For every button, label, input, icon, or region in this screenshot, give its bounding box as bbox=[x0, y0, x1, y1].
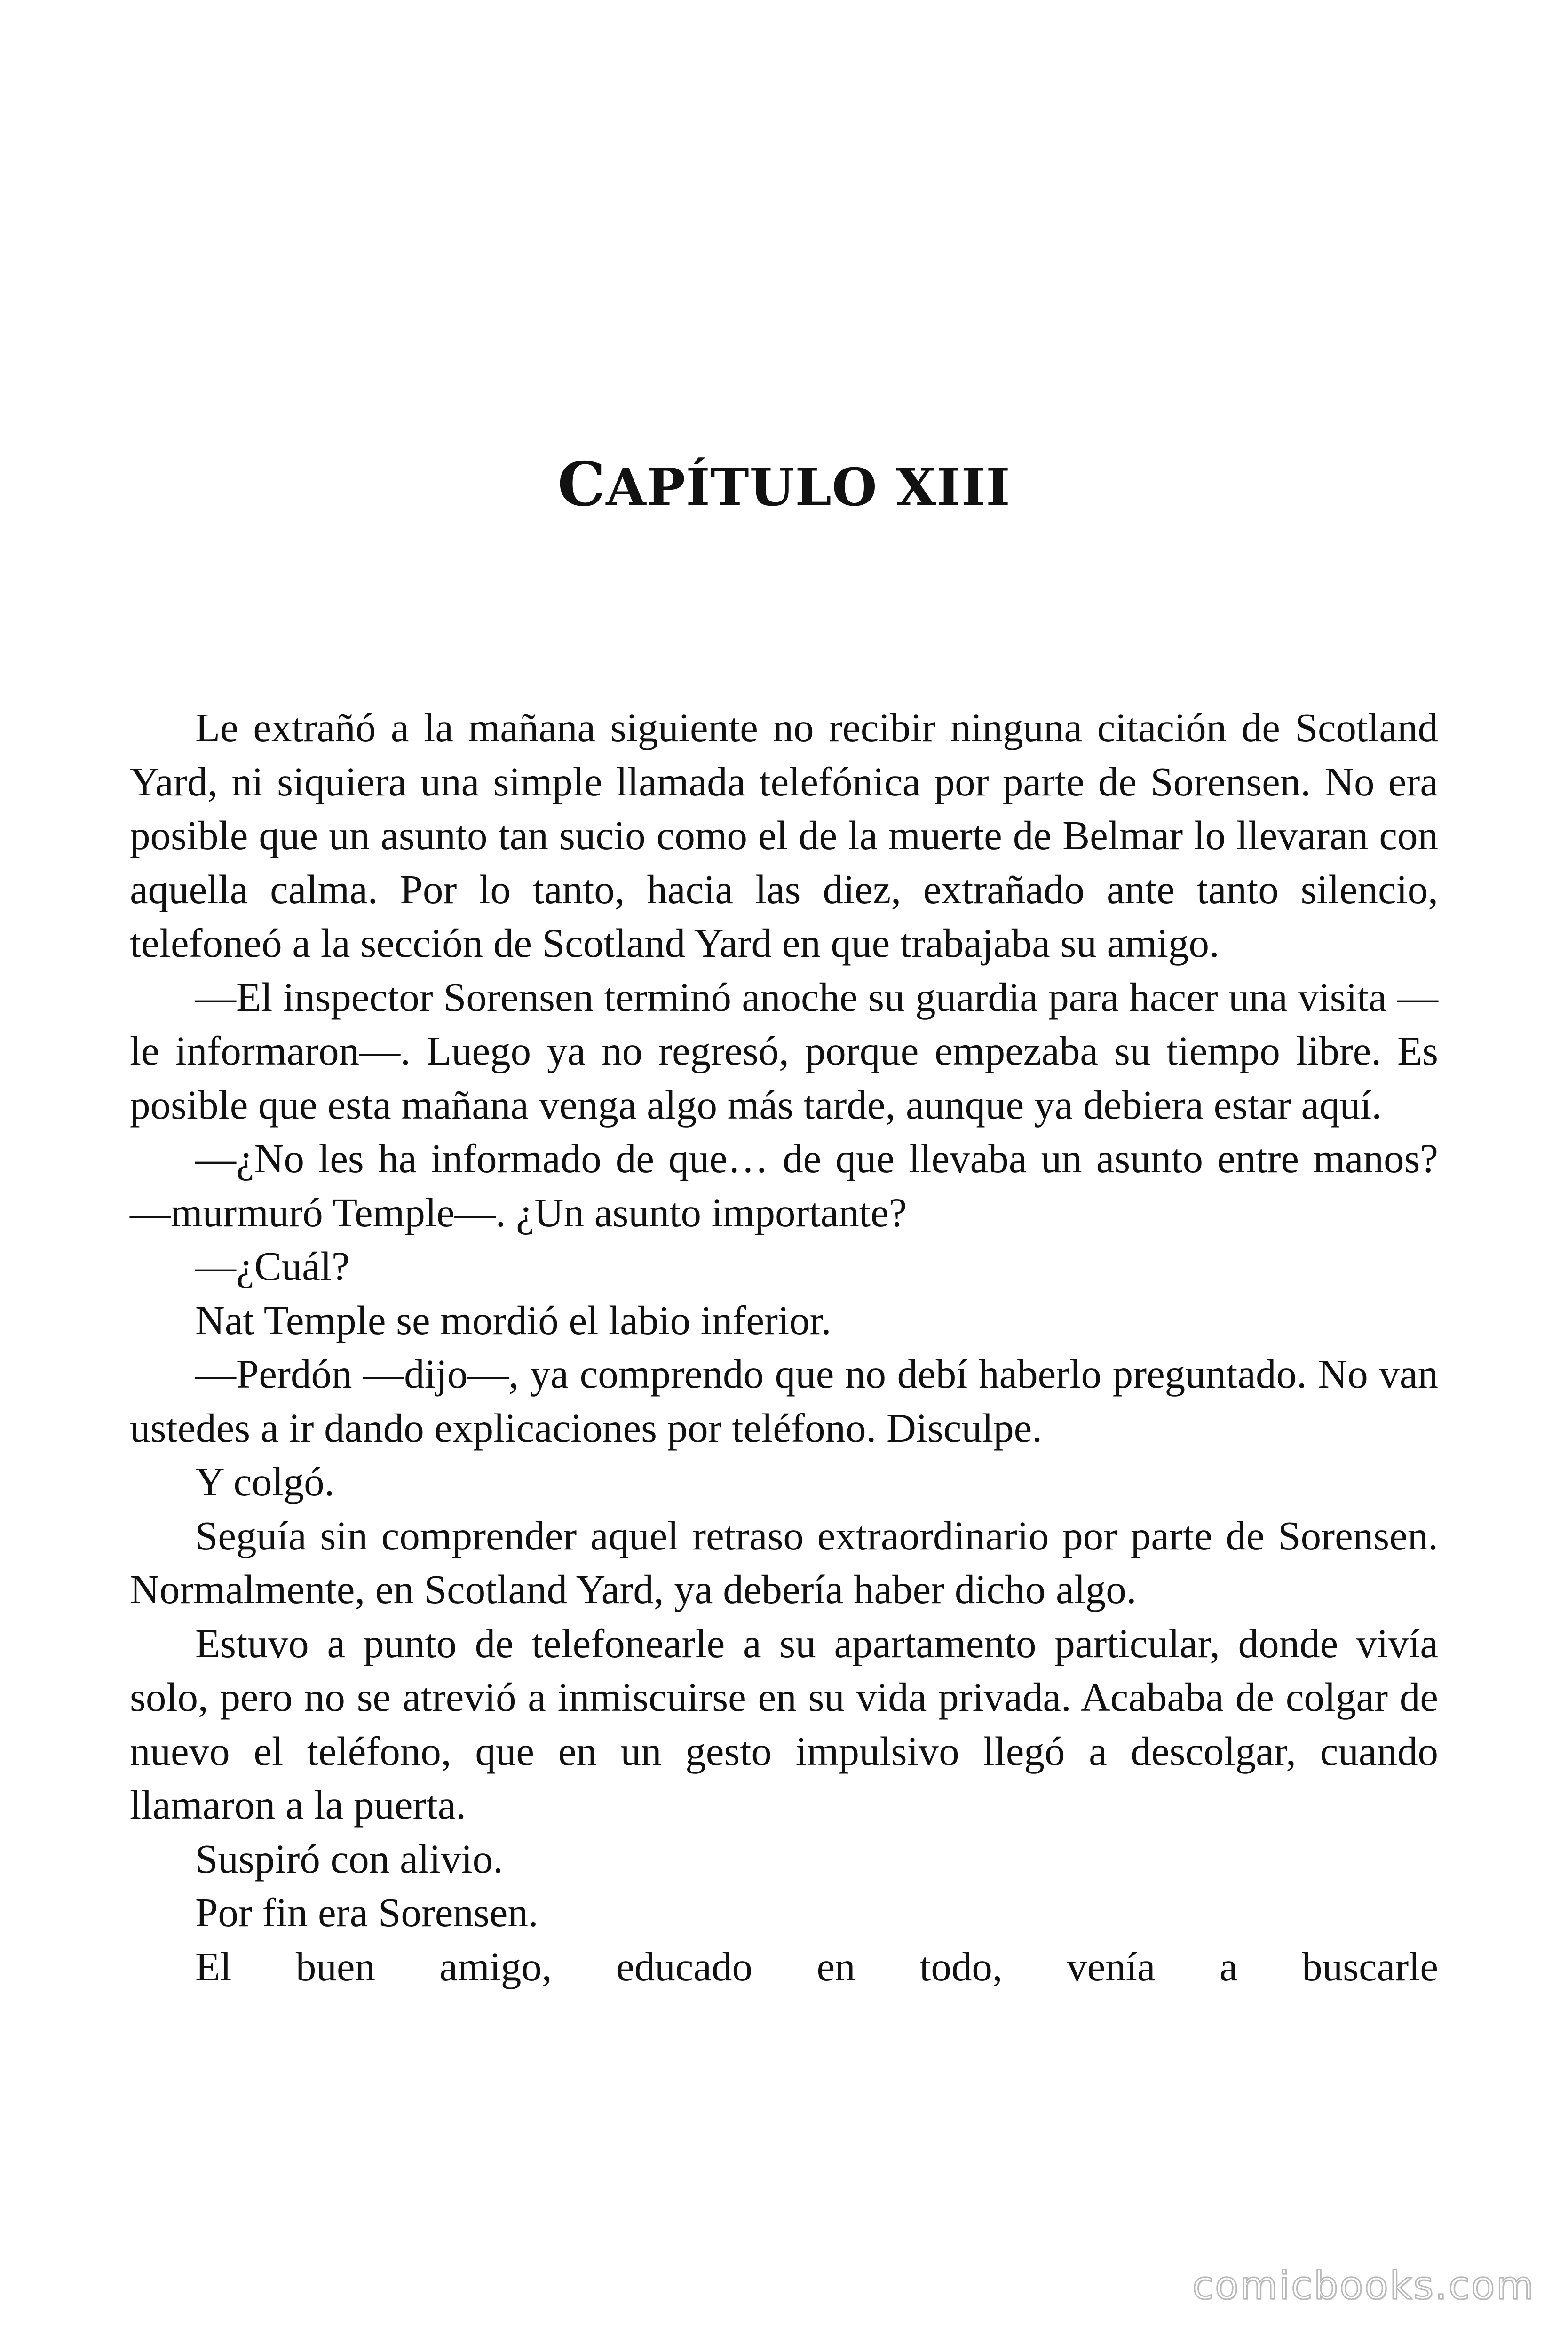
chapter-title-initial: C bbox=[557, 449, 606, 520]
paragraph: —Perdón —dijo—, ya comprendo que no debí haberlo preguntado. No van ustedes a ir dando explicaciones por teléfono. Disculpe. bbox=[130, 1351, 1438, 1451]
watermark-logo: comicbooks.com bbox=[1192, 2264, 1535, 2308]
paragraph: Seguía sin comprender aquel retraso extraordinario por parte de Sorensen. Normalmente, en Scotland Yard, ya debería haber dicho algo. bbox=[130, 1512, 1438, 1612]
paragraph: —El inspector Sorensen terminó anoche su guardia para hacer una visita —le informaron—. Luego ya no regresó, porque empezaba su tiempo libre. Es posible que esta mañana venga algo más tarde, aunque ya debiera estar aquí. bbox=[130, 974, 1438, 1128]
paragraph-continues: El buen amigo, educado en todo, venía a buscarle bbox=[195, 1943, 1438, 1989]
paragraph: —¿No les ha informado de que… de que llevaba un asunto entre manos? —murmuró Temple—. ¿Un asunto importante? bbox=[130, 1136, 1438, 1235]
paragraph: Y colgó. bbox=[195, 1459, 335, 1504]
paragraph: —¿Cuál? bbox=[195, 1243, 350, 1289]
chapter-title-rest: APÍTULO XIII bbox=[606, 457, 1011, 517]
paragraph: Por fin era Sorensen. bbox=[195, 1890, 539, 1935]
paragraph: Suspiró con alivio. bbox=[195, 1836, 503, 1882]
chapter-body bbox=[130, 701, 1438, 1994]
paragraph: Le extrañó a la mañana siguiente no recibir ninguna citación de Scotland Yard, ni siquiera una simple llamada telefónica por parte de Sorensen. No era posible que un asunto tan sucio como el de la muerte de Belmar lo llevaran con aquella calma. Por lo tanto, hacia las diez, extrañado ante tanto silencio, telefoneó a la sección de Scotland Yard en que trabajaba su amigo. bbox=[130, 705, 1438, 966]
paragraph: Estuvo a punto de telefonearle a su apartamento particular, donde vivía solo, pero no se atrevió a inmiscuirse en su vida privada. Acababa de colgar de nuevo el teléfono, que en un gesto impulsivo llegó a descolgar, cuando llamaron a la puerta. bbox=[130, 1620, 1438, 1828]
paragraph: Nat Temple se mordió el labio inferior. bbox=[195, 1297, 832, 1343]
chapter-title bbox=[0, 449, 1568, 520]
